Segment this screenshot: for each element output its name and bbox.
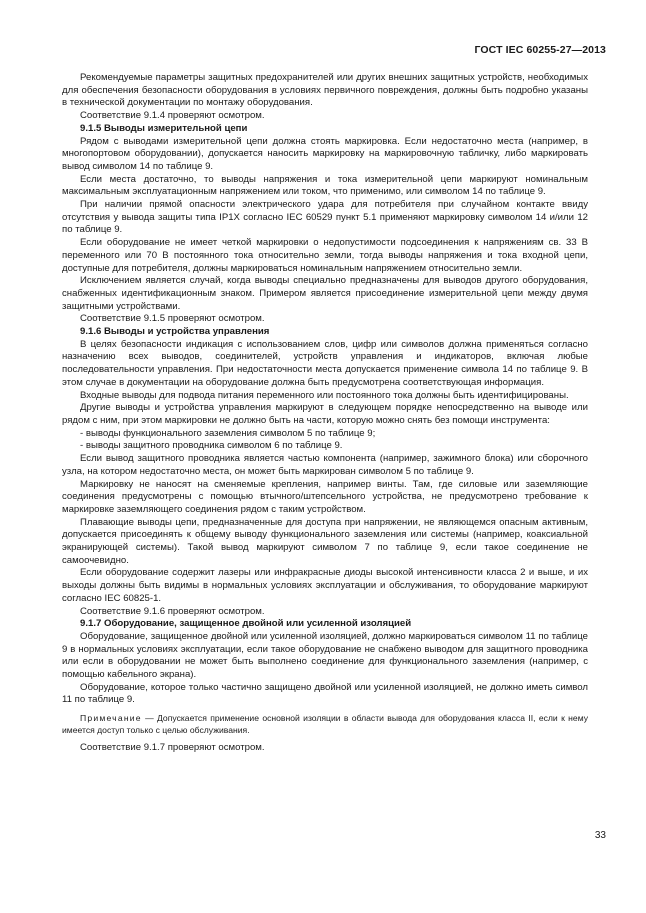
paragraph: Плавающие выводы цепи, предназначенные для доступа при напряжении, не являющемся опасным активным, допускается присоединять к общему выводу функционального заземления или системы (например, коаксиальной экранирующей системы). Такой вывод маркируют символом 7 по таблице 9, если такое соединение не самоочевидно. [62,516,588,566]
paragraph: При наличии прямой опасности электрического удара для потребителя при случайном контакте ввиду отсутствия у вывода защиты типа IP1X согласно IEC 60529 пункт 5.1 применяют маркировку символом 14 и/или 12 по таблице 9. [62,199,588,236]
paragraph: Рекомендуемые параметры защитных предохранителей или других внешних защитных устройств, необходимых для обеспечения безопасности оборудования в условиях первичного повреждения, должны быть подробно указаны в технической документации по монтажу оборудования. [62,72,588,109]
paragraph: Рядом с выводами измерительной цепи должна стоять маркировка. Если недостаточно места (например, в многопортовом оборудовании), допускается наносить маркировку на маркировочную табличку, либо маркировать вывод символом 14 по таблице 9. [62,135,588,172]
page-number: 33 [594,830,606,841]
final-paragraph: Соответствие 9.1.7 проверяют осмотром. [80,742,265,754]
standard-header: ГОСТ IEC 60255-27—2013 [474,44,606,56]
document-body [62,72,588,755]
note-text: — Допускается применение основной изоляции в области вывода для оборудования класса II, если к нему имеется доступ только с целью обслуживания. [62,713,588,735]
paragraph: Соответствие 9.1.4 проверяют осмотром. [80,110,265,122]
section-heading: 9.1.6 Выводы и устройства управления [80,326,270,338]
paragraph: Входные выводы для подвода питания переменного или постоянного тока должны быть идентифицированы. [80,389,569,401]
list-item: - выводы функционального заземления символом 5 по таблице 9; [80,427,376,439]
paragraph: Если оборудование не имеет четкой маркировки о недопустимости подсоединения к напряжениям св. 33 В переменного или 70 В постоянного тока относительно земли, тогда выводы напряжения и тока входной цепи, доступные для потребителя, должны маркироваться номинальным напряжением относительно земли. [62,237,588,274]
section-heading: 9.1.5 Выводы измерительной цепи [80,122,248,134]
paragraph: В целях безопасности индикация с использованием слов, цифр или символов должна применяться согласно назначению всех выводов, соединителей, устройств управления и индикаторов, включая любые последовательности управления. При недостаточности места допускается применение символа 14 по таблице 9. В этом случае в документации на оборудование должна быть предусмотрена соответствующая информация. [62,338,588,388]
note-label: Примечание [80,713,142,724]
paragraph: Если места достаточно, то выводы напряжения и тока измерительной цепи маркируют номинальным максимальным эксплуатационным напряжением или током, что применимо, или символом 14 по таблице 9. [62,173,588,198]
list-item: - выводы защитного проводника символом 6 по таблице 9. [80,440,343,452]
paragraph: Исключением является случай, когда выводы специально предназначены для выводов другого оборудования, снабженных идентификационным знаком. Примером является присоединение измерительной цепи между двумя защитными устройствами. [62,275,588,312]
note [62,713,588,736]
paragraph: Маркировку не наносят на сменяемые крепления, например винты. Там, где силовые или заземляющие соединения предусмотрены с помощью втычного/штепсельного устройства, не предусмотрено требование к маркировке заземляющего соединения рядом с таким устройством. [62,478,588,515]
paragraph: Соответствие 9.1.6 проверяют осмотром. [80,605,265,617]
paragraph: Оборудование, которое только частично защищено двойной или усиленной изоляцией, не должно иметь символ 11 по таблице 9. [62,681,588,706]
paragraph: Если вывод защитного проводника является частью компонента (например, зажимного блока) или сборочного узла, на котором недостаточно места, он может быть маркирован символом 5 по таблице 9. [62,453,588,477]
section-heading: 9.1.7 Оборудование, защищенное двойной или усиленной изоляцией [80,618,412,630]
paragraph: Соответствие 9.1.5 проверяют осмотром. [80,313,265,325]
paragraph: Оборудование, защищенное двойной или усиленной изоляцией, должно маркироваться символом 11 по таблице 9 в нормальных условиях эксплуатации, если такое оборудование не снабжено выводом для защитного проводника или если в оборудовании не может быть выполнено соединение для функционального заземления (например, с помощью кабельного экрана). [62,630,588,681]
paragraph: Если оборудование содержит лазеры или инфракрасные диоды высокой интенсивности класса 2 и выше, и их выходы должны быть видимы в нормальных условиях эксплуатации и обслуживания, то оборудование маркируют согласно IEC 60825-1. [62,567,588,604]
paragraphs [62,72,588,707]
paragraph: Другие выводы и устройства управления маркируют в следующем порядке непосредственно на выводе или рядом с ним, при этом маркировки не должно быть на части, которую можно снять без помощи инструмента: [62,402,588,426]
